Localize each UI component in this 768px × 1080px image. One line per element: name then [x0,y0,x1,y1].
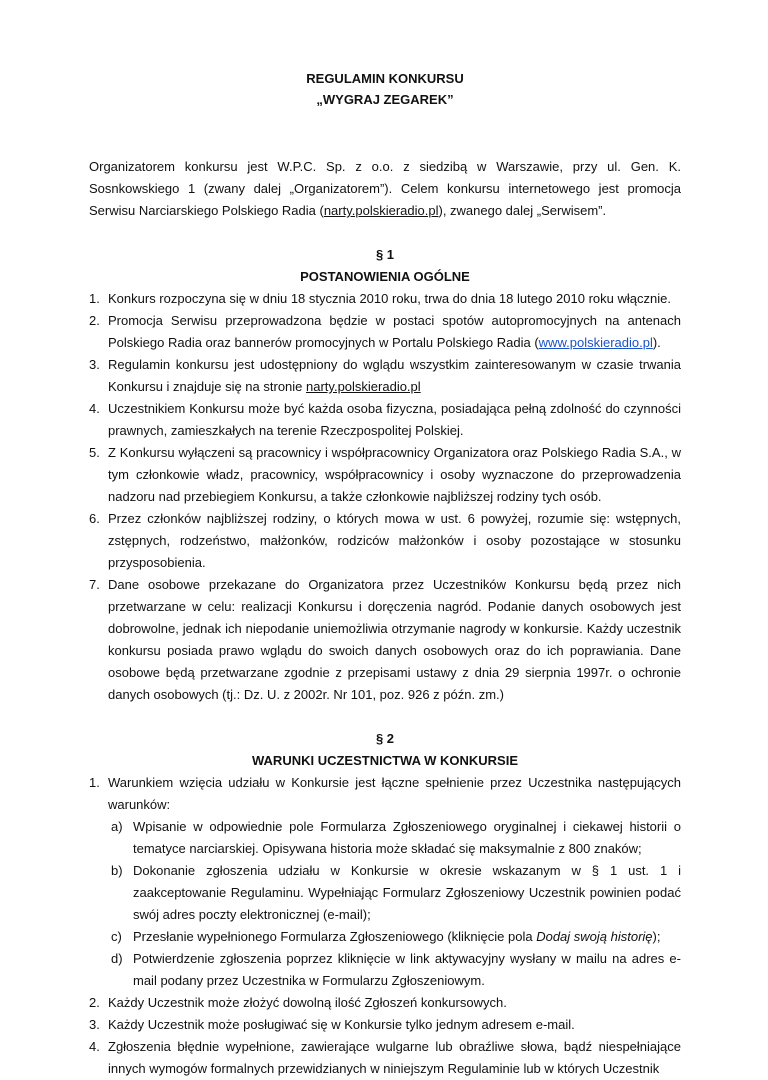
document-title [89,68,681,110]
list-item: 3. Każdy Uczestnik może posługiwać się w Konkursie tylko jednym adresem e-mail. [89,1017,575,1032]
title-line-2: „WYGRAJ ZEGAREK” [316,92,454,107]
section-1-heading: POSTANOWIENIA OGÓLNE [300,269,470,284]
section-2-list [89,772,681,1080]
list-item: 2. Promocja Serwisu przeprowadzona będzie w postaci spotów autopromocyjnych na antenach Polskiego Radia oraz bannerów promocyjnych w Portalu Polskiego Radia (www.polskieradio.pl). [89,313,681,350]
list-item: 5. Z Konkursu wyłączeni są pracownicy i współpracownicy Organizatora oraz Polskiego Radia S.A., w tym członkowie władz, pracownicy, współpracownicy i osoby wyznaczone do przeprowadzenia nadzoru nad przebiegiem Konkursu, a także członkowie najbliższej rodziny tych osób. [89,445,681,504]
list-item: 4. Zgłoszenia błędnie wypełnione, zawierające wulgarne lub obraźliwe słowa, bądź niespełniające innych wymogów formalnych przewidzianych w niniejszym Regulaminie lub w których Uczestnik [89,1039,681,1076]
list-item: 6. Przez członków najbliższej rodziny, o których mowa w ust. 6 powyżej, rozumie się: wstępnych, zstępnych, rodzeństwo, małżonków, rodziców małżonków i osoby pozostające w stosunku przysposobienia. [89,511,681,570]
document-content [89,68,681,1080]
list-item: 4. Uczestnikiem Konkursu może być każda osoba fizyczna, posiadająca pełną zdolność do czynności prawnych, zamieszkałych na terenie Rzeczpospolitej Polskiej. [89,401,681,438]
sub-list-item: d) Potwierdzenie zgłoszenia poprzez kliknięcie w link aktywacyjny wysłany w mailu na adres e-mail podany przez Uczestnika w Formularzu Zgłoszeniowym. [111,951,681,988]
rules-site-link[interactable]: narty.polskieradio.pl [306,379,421,394]
title-line-1: REGULAMIN KONKURSU [306,71,464,86]
section-1-number: § 1 [375,247,395,262]
sub-list-item: b) Dokonanie zgłoszenia udziału w Konkursie w okresie wskazanym w § 1 ust. 1 i zaakceptowanie Regulaminu. Wypełniając Formularz Zgłoszeniowy Uczestnik powinien podać swój adres poczty elektronicznej (e-mail); [111,863,681,922]
list-item: 1. Warunkiem wzięcia udziału w Konkursie jest łączne spełnienie przez Uczestnika następujących warunków: a) Wpisanie w odpowiednie pole Formularza Zgłoszeniowego oryginalnej i ciekawej historii o tematyce narciarskiej. Opisywana historia może składać się maksymalnie z 800 znaków; b) Dokonanie zgłoszenia udziału w Konkursie w okresie wskazanym w § 1 ust. 1 i zaakceptowanie Regulaminu. Wypełniając Formularz Zgłoszeniowy Uczestnik powinien podać swój adres poczty elektronicznej (e-mail); c) Przesłanie wypełnionego Formularza Zgłoszeniowego (kliknięcie pola Dodaj swoją historię); d) Potwierdzenie zgłoszenia poprzez kliknięcie w link aktywacyjny wysłany w mailu na adres e-mail podany przez Uczestnika w Formularzu Zgłoszeniowym. [89,772,681,992]
list-item: 7. Dane osobowe przekazane do Organizatora przez Uczestników Konkursu będą przez nich przetwarzane w celu: realizacji Konkursu i doręczenia nagród. Podanie danych osobowych jest dobrowolne, jednak ich niepodanie uniemożliwia otrzymanie nagrody w konkursie. Każdy uczestnik konkursu posiada prawo wglądu do swoich danych osobowych oraz do ich poprawiania. Dane osobowe będą przetwarzane zgodnie z przepisami ustawy z dnia 29 sierpnia 1997r. o ochronie danych osobowych (tj.: Dz. U. z 2002r. Nr 101, poz. 926 z późn. zm.) [89,577,681,702]
list-item: 2. Każdy Uczestnik może złożyć dowolną ilość Zgłoszeń konkursowych. [89,995,507,1010]
section-2-heading: WARUNKI UCZESTNICTWA W KONKURSIE [251,753,518,768]
emphasis-text: Dodaj swoją historię [536,929,653,944]
section-1-list [89,288,681,706]
intro-paragraph: Organizatorem konkursu jest W.P.C. Sp. z o.o. z siedzibą w Warszawie, przy ul. Gen. K. Sosnkowskiego 1 (zwany dalej „Organizatorem”). Celem konkursu internetowego jest promocja Serwisu Narciarskiego Polskiego Radia (narty.polskieradio.pl), zwanego dalej „Serwisem”. [89,159,681,218]
list-item: 1. Konkurs rozpoczyna się w dniu 18 stycznia 2010 roku, trwa do dnia 18 lutego 2010 roku włącznie. [89,291,671,306]
portal-link[interactable]: www.polskieradio.pl [538,335,653,350]
intro-link[interactable]: narty.polskieradio.pl [323,203,439,218]
list-item: 3. Regulamin konkursu jest udostępniony do wglądu wszystkim zainteresowanym w czasie trwania Konkursu i znajduje się na stronie narty.polskieradio.pl [89,357,681,394]
sub-list [108,816,681,992]
sub-list-item: a) Wpisanie w odpowiednie pole Formularza Zgłoszeniowego oryginalnej i ciekawej historii o tematyce narciarskiej. Opisywana historia może składać się maksymalnie z 800 znaków; [111,819,681,856]
sub-list-item: c) Przesłanie wypełnionego Formularza Zgłoszeniowego (kliknięcie pola Dodaj swoją historię); [111,929,661,944]
section-2-number: § 2 [375,731,395,746]
